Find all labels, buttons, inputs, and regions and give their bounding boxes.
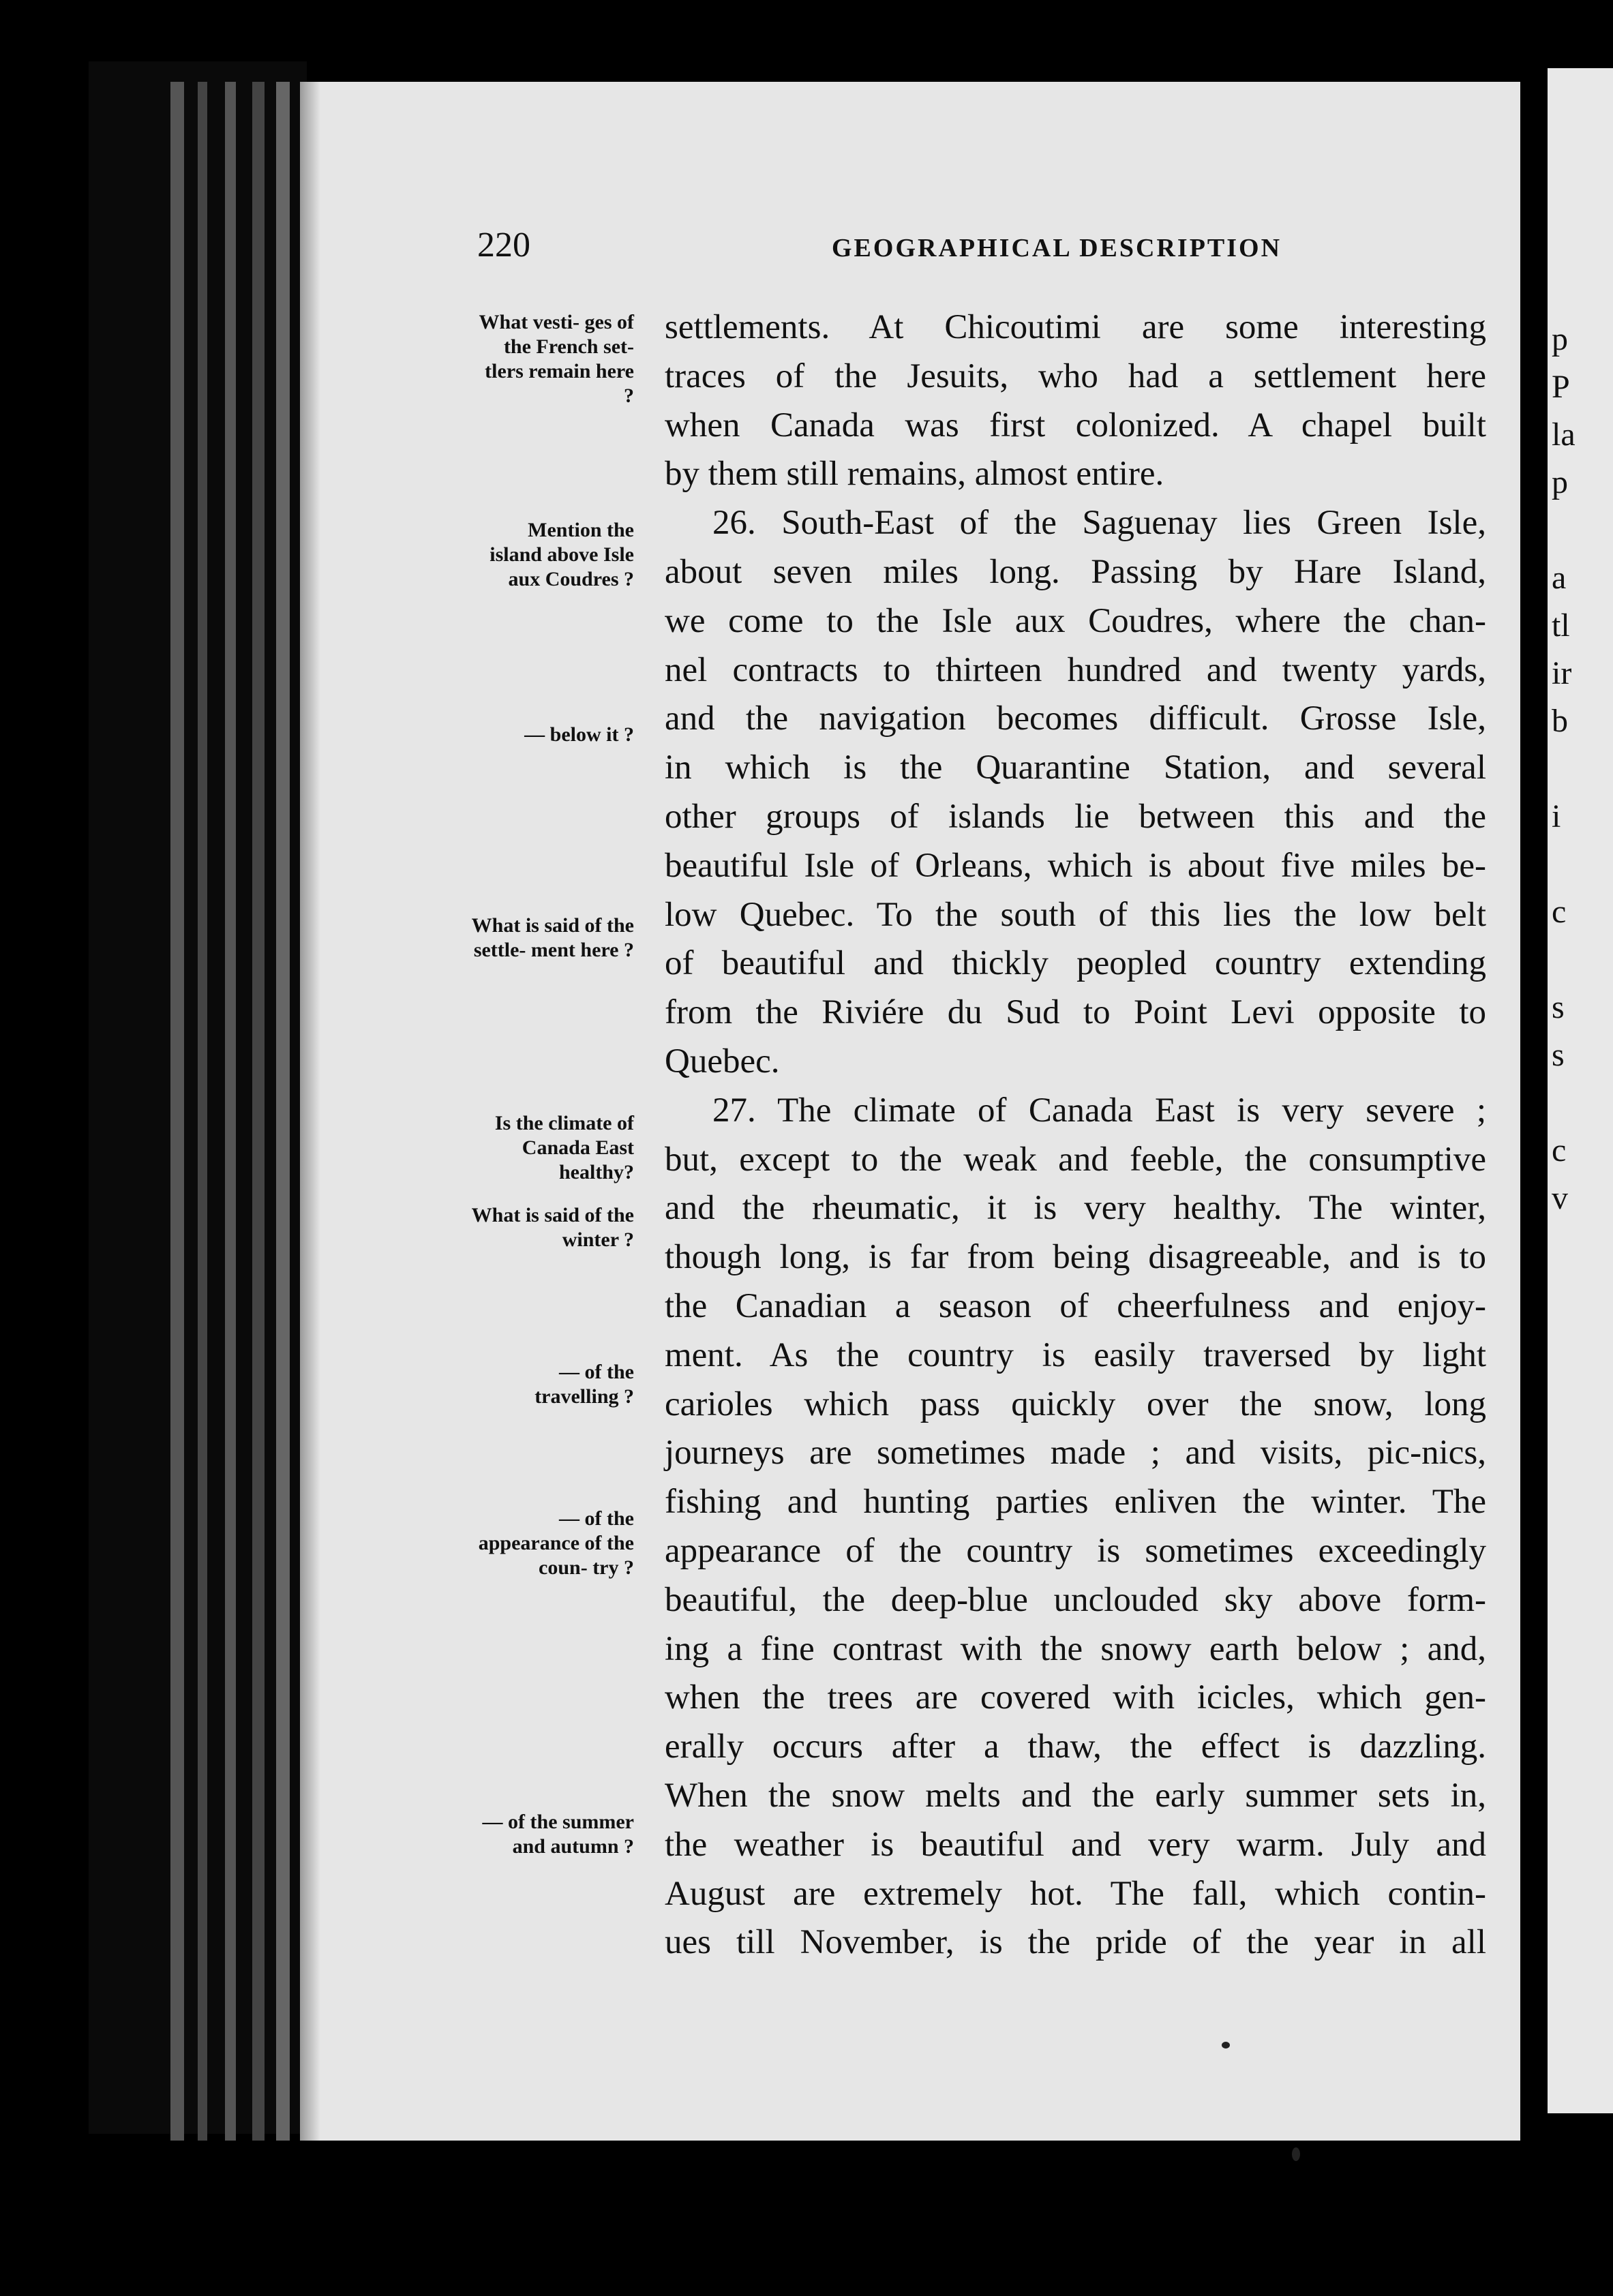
facing-page-fragment: la	[1552, 417, 1576, 453]
text-line: erally occurs after a thaw, the effect is dazzling.	[665, 1727, 1486, 1766]
page-stack-edge	[252, 82, 265, 2141]
text-line: and the navigation becomes difficult. Grosse Isle,	[665, 699, 1486, 738]
text-line: 27. The climate of Canada East is very severe ;	[712, 1091, 1486, 1130]
page-stack-edge	[198, 82, 207, 2141]
text-line: when Canada was first colonized. A chapel built	[665, 406, 1486, 444]
text-line: ment. As the country is easily traversed by light	[665, 1335, 1486, 1374]
facing-page-fragment: ir	[1552, 655, 1572, 691]
text-line: we come to the Isle aux Coudres, where the chan-	[665, 601, 1486, 640]
margin-note: Is the climate of Canada East healthy?	[494, 1112, 634, 1183]
page-stack-edge	[276, 82, 290, 2141]
margin-note: What vesti- ges of the French set- tlers remain here ?	[479, 311, 634, 407]
text-line: When the snow melts and the early summer sets in,	[665, 1776, 1486, 1815]
margin-note: — of the summer and autumn ?	[482, 1811, 634, 1858]
page-stack-edge	[225, 82, 236, 2141]
text-line: 26. South-East of the Saguenay lies Green Isle,	[712, 504, 1486, 543]
ink-speck	[1222, 2042, 1230, 2049]
text-line: other groups of islands lie between this and the	[665, 797, 1486, 836]
text-line: the weather is beautiful and very warm. July and	[665, 1825, 1486, 1864]
running-head: GEOGRAPHICAL DESCRIPTION	[832, 234, 1282, 262]
text-line: beautiful, the deep-blue unclouded sky above form-	[665, 1580, 1486, 1619]
text-line: settlements. At Chicoutimi are some interesting	[665, 308, 1486, 346]
text-line: nel contracts to thirteen hundred and twenty yards,	[665, 650, 1486, 689]
text-line: low Quebec. To the south of this lies the low belt	[665, 895, 1486, 934]
margin-note: Mention the island above Isle aux Coudres ?	[489, 519, 634, 590]
text-line: of beautiful and thickly peopled country extending	[665, 944, 1486, 983]
text-line: the Canadian a season of cheerfulness and enjoy-	[665, 1286, 1486, 1325]
facing-page-fragment: s	[1552, 989, 1565, 1025]
margin-note: — below it ?	[524, 723, 634, 746]
margin-note: — of the travelling ?	[534, 1361, 634, 1408]
text-line: ues till November, is the pride of the year in all	[665, 1923, 1486, 1962]
text-line: fishing and hunting parties enliven the winter. The	[665, 1483, 1486, 1522]
facing-page-fragment: p	[1552, 321, 1568, 357]
page-stack-edge	[170, 82, 184, 2141]
facing-page-fragment: v	[1552, 1180, 1568, 1216]
text-line: appearance of the country is sometimes exceedingly	[665, 1531, 1486, 1570]
text-line: journeys are sometimes made ; and visits, pic-nics,	[665, 1434, 1486, 1472]
page-header	[477, 225, 1432, 280]
text-line: about seven miles long. Passing by Hare Island,	[665, 552, 1486, 591]
text-line: Quebec.	[665, 1042, 780, 1081]
text-line: and the rheumatic, it is very healthy. The winter,	[665, 1189, 1486, 1228]
text-line: beautiful Isle of Orleans, which is about five miles be-	[665, 846, 1486, 885]
text-line: when the trees are covered with icicles, which gen-	[665, 1678, 1486, 1717]
facing-page-fragment: c	[1552, 894, 1567, 930]
margin-note: — of the appearance of the coun- try ?	[478, 1507, 634, 1579]
page-number: 220	[477, 226, 530, 265]
text-line: carioles which pass quickly over the snow, long	[665, 1385, 1486, 1423]
text-line: from the Riviére du Sud to Point Levi opposite to	[665, 993, 1486, 1032]
text-line: traces of the Jesuits, who had a settlement here	[665, 357, 1486, 395]
margin-note: What is said of the winter ?	[471, 1204, 634, 1251]
facing-page-fragment: i	[1552, 798, 1561, 834]
facing-page-fragment: P	[1552, 369, 1570, 405]
text-line: August are extremely hot. The fall, which contin-	[665, 1874, 1486, 1913]
facing-page-fragment: c	[1552, 1132, 1567, 1168]
facing-page-fragment: tl	[1552, 607, 1570, 644]
text-line: by them still remains, almost entire.	[665, 455, 1164, 494]
facing-page-fragment: a	[1552, 560, 1567, 596]
facing-page-fragment: p	[1552, 464, 1568, 500]
facing-page-fragment: b	[1552, 703, 1568, 739]
facing-page-edge	[1548, 68, 1613, 2113]
text-line: but, except to the weak and feeble, the consumptive	[665, 1140, 1486, 1179]
text-line: though long, is far from being disagreeable, and is to	[665, 1238, 1486, 1277]
body-text	[665, 303, 1486, 1967]
ink-speck	[1292, 2147, 1300, 2161]
margin-note: What is said of the settle- ment here ?	[471, 914, 634, 961]
text-line: in which is the Quarantine Station, and several	[665, 749, 1486, 787]
facing-page-fragment: s	[1552, 1037, 1565, 1073]
margin-notes	[470, 310, 634, 2083]
text-line: ing a fine contrast with the snowy earth below ; and,	[665, 1629, 1486, 1668]
